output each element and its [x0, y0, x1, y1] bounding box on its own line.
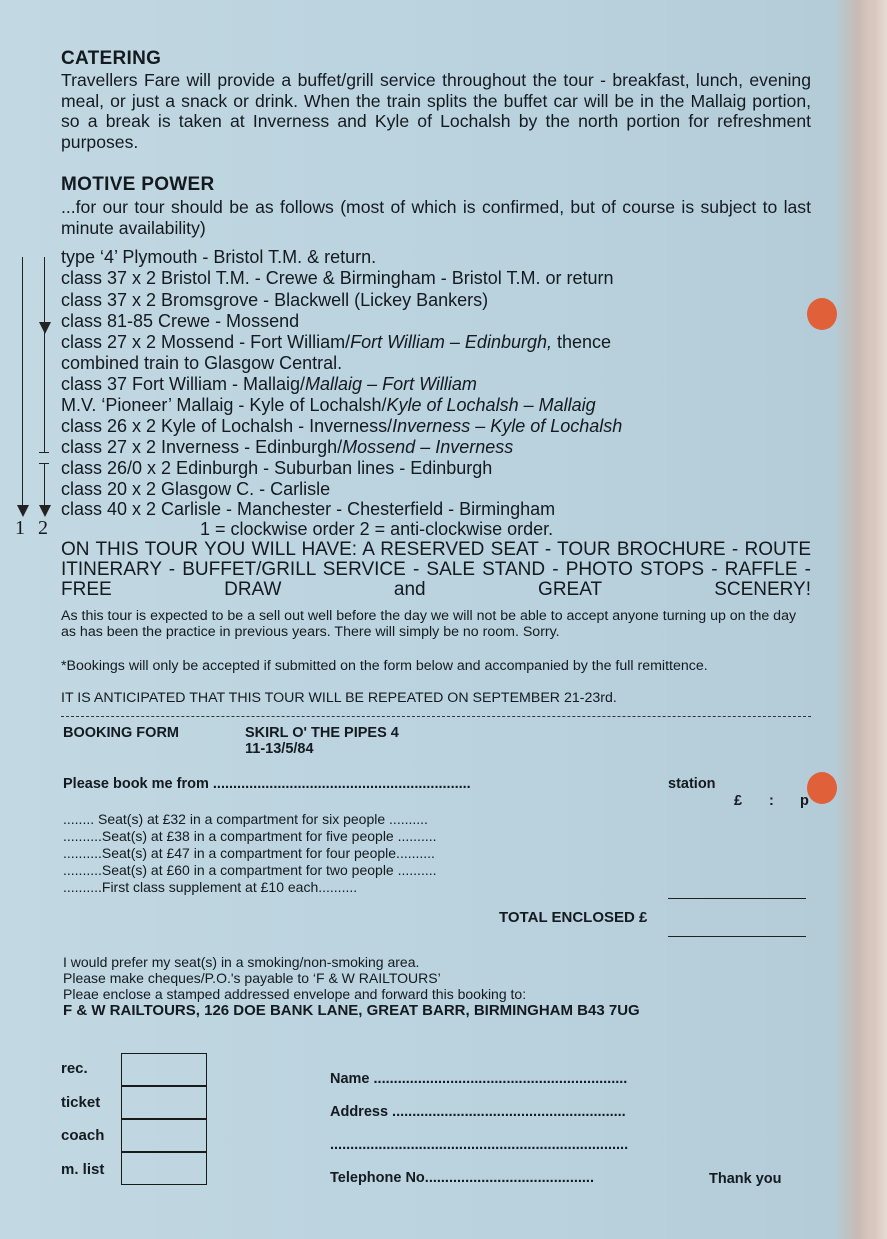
rec-label: rec. — [61, 1060, 88, 1077]
tour-features: ON THIS TOUR YOU WILL HAVE: A RESERVED SEAT - TOUR BROCHURE - ROUTE ITINERARY - BUFFET/GRILL SERVICE - SALE STAND - PHOTO STOPS - RAFFLE - FREE DRAW and GREAT SCENERY! — [61, 539, 811, 600]
motive-power-heading: MOTIVE POWER — [61, 174, 215, 195]
loco-row-12: class 20 x 2 Glasgow C. - Carlisle — [61, 479, 331, 499]
pence-label: p — [800, 793, 809, 809]
repeat-note: IT IS ANTICIPATED THAT THIS TOUR WILL BE REPEATED ON SEPTEMBER 21-23rd. — [61, 690, 617, 706]
pounds-label: £ — [734, 793, 743, 809]
ticket-box — [121, 1086, 207, 1119]
mlist-label: m. list — [61, 1161, 105, 1178]
motive-power-intro: ...for our tour should be as follows (most of which is confirmed, but of course is subject to last minute availability) — [61, 197, 811, 238]
anticlockwise-arrow-head — [39, 505, 51, 517]
punch-hole-bottom — [807, 772, 837, 804]
thank-you: Thank you — [709, 1171, 782, 1187]
anticlockwise-arrow-line-lower — [44, 463, 45, 509]
loco-row-8: M.V. ‘Pioneer’ Mallaig - Kyle of Lochalsh/Kyle of Lochalsh – Mallaig — [61, 395, 596, 415]
tour-dates: 11-13/5/84 — [245, 741, 314, 757]
loco-row-7: class 37 Fort William - Mallaig/Mallaig – Fort William — [61, 374, 477, 394]
total-enclosed-field[interactable] — [668, 936, 806, 937]
loco-row-5: class 27 x 2 Mossend - Fort William/Fort William – Edinburgh, thence — [61, 332, 612, 352]
booking-form-title: BOOKING FORM — [63, 725, 179, 741]
loco-row-11: class 26/0 x 2 Edinburgh - Suburban lines - Edinburgh — [61, 458, 493, 478]
cheques-note: Please make cheques/P.O.'s payable to ‘F & W RAILTOURS’ — [63, 970, 441, 986]
tour-name: SKIRL O' THE PIPES 4 — [245, 725, 399, 741]
seat-option-two[interactable]: ..........Seat(s) at £60 in a compartment for two people .......... — [63, 862, 437, 878]
railtours-address: F & W RAILTOURS, 126 DOE BANK LANE, GREAT BARR, BIRMINGHAM B43 7UG — [63, 1002, 640, 1019]
page-edge — [857, 0, 887, 1239]
coach-label: coach — [61, 1127, 105, 1144]
book-from-field[interactable]: Please book me from ................................................................ — [63, 776, 471, 792]
rec-box — [121, 1053, 207, 1086]
coach-box — [121, 1119, 207, 1152]
anticlockwise-arrow-line-upper — [44, 257, 45, 453]
loco-row-2: class 37 x 2 Bristol T.M. - Crewe & Birmingham - Bristol T.M. or return — [61, 268, 614, 288]
colon-separator: : — [769, 793, 774, 809]
address-field[interactable]: Address .......................................................... — [330, 1104, 626, 1120]
loco-row-10: class 27 x 2 Inverness - Edinburgh/Mossend – Inverness — [61, 437, 514, 457]
smoking-preference[interactable]: I would prefer my seat(s) in a smoking/non-smoking area. — [63, 954, 420, 970]
name-field[interactable]: Name ............................................................... — [330, 1071, 628, 1087]
subtotal-rule — [668, 898, 806, 899]
loco-row-1: type ‘4’ Plymouth - Bristol T.M. & return. — [61, 247, 377, 267]
address-field-line-2[interactable]: .......................................................................... — [330, 1137, 629, 1153]
catering-text: Travellers Fare will provide a buffet/grill service throughout the tour - breakfast, lunch, evening meal, or just a snack or drink. When the train splits the buffet car will be in the Mallaig portion, so a break is taken at Inverness and Kyle of Lochalsh by the north portion for refreshment purposes. — [61, 70, 811, 152]
first-class-supplement[interactable]: ..........First class supplement at £10 each.......... — [63, 879, 358, 895]
seat-option-five[interactable]: ..........Seat(s) at £38 in a compartment for five people .......... — [63, 828, 437, 844]
order-number-2: 2 — [38, 517, 48, 539]
clockwise-arrow-line — [22, 257, 23, 509]
cut-line — [61, 716, 811, 717]
loco-row-3: class 37 x 2 Bromsgrove - Blackwell (Lickey Bankers) — [61, 290, 489, 310]
anticlockwise-mid-arrow-head — [39, 322, 51, 334]
enclose-note: Pleae enclose a stamped addressed envelope and forward this booking to: — [63, 986, 527, 1002]
loco-row-9: class 26 x 2 Kyle of Lochalsh - Inverness/Inverness – Kyle of Lochalsh — [61, 416, 623, 436]
telephone-field[interactable]: Telephone No.......................................... — [330, 1170, 594, 1186]
total-enclosed-label: TOTAL ENCLOSED £ — [499, 909, 648, 926]
loco-row-4: class 81-85 Crewe - Mossend — [61, 311, 300, 331]
order-legend: 1 = clockwise order 2 = anti-clockwise order. — [200, 519, 554, 539]
loco-row-13: class 40 x 2 Carlisle - Manchester - Chesterfield - Birmingham — [61, 499, 556, 519]
station-label: station — [668, 776, 716, 792]
seat-option-six[interactable]: ........ Seat(s) at £32 in a compartment for six people .......... — [63, 811, 428, 827]
ticket-label: ticket — [61, 1094, 101, 1111]
bookings-note: *Bookings will only be accepted if submitted on the form below and accompanied by the full remittence. — [61, 658, 708, 674]
mlist-box — [121, 1152, 207, 1185]
seat-option-four[interactable]: ..........Seat(s) at £47 in a compartment for four people.......... — [63, 845, 435, 861]
anticlockwise-stop-tick — [39, 452, 49, 453]
punch-hole-top — [807, 298, 837, 330]
loco-row-6: combined train to Glasgow Central. — [61, 353, 343, 373]
sell-out-notice: As this tour is expected to be a sell out well before the day we will not be able to accept anyone turning up on the day as has been the practice in previous years. There will simply be no room. Sorry. — [61, 608, 797, 640]
order-number-1: 1 — [15, 517, 25, 539]
clockwise-arrow-head — [17, 505, 29, 517]
catering-heading: CATERING — [61, 48, 162, 69]
